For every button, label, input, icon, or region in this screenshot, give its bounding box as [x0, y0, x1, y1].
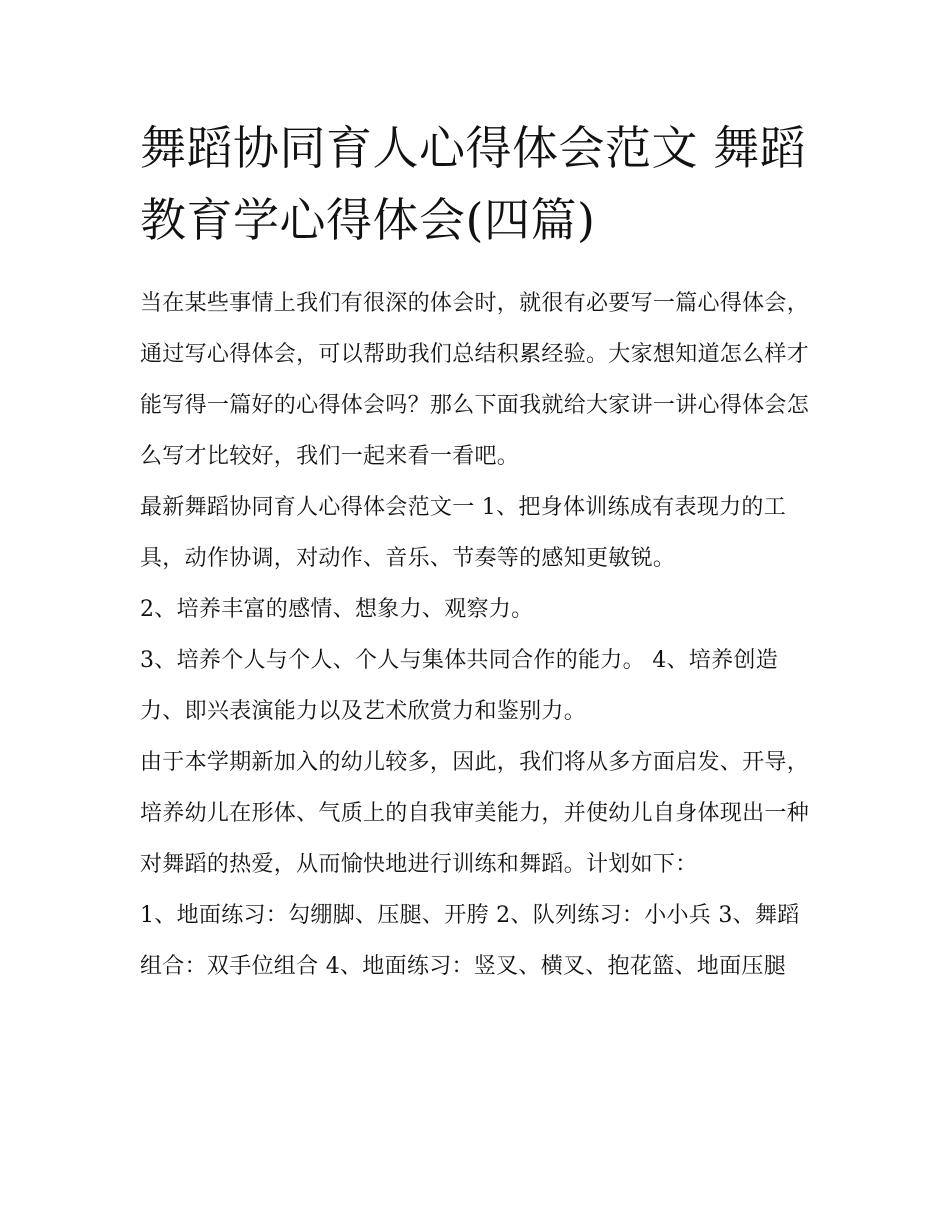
paragraph-item-3-4: 3、培养个人与个人、个人与集体共同合作的能力。 4、培养创造力、即兴表演能力以及艺术欣赏力和鉴别力。 [140, 648, 778, 724]
paragraph-plan: 由于本学期新加入的幼儿较多，因此，我们将从多方面启发、开导，培养幼儿在形体、气质上的自我审美能力，并使幼儿自身体现出一种对舞蹈的热爱，从而愉快地进行训练和舞蹈。计划如下： [140, 750, 810, 877]
paragraph-intro: 当在某些事情上我们有很深的体会时，就很有必要写一篇心得体会，通过写心得体会，可以帮助我们总结积累经验。大家想知道怎么样才能写得一篇好的心得体会吗？那么下面我就给大家讲一讲心得体会怎么写才比较好，我们一起来看一看吧。 [140, 291, 810, 469]
paragraph-exercises: 1、地面练习：勾绷脚、压腿、开胯 2、队列练习：小小兵 3、舞蹈组合：双手位组合 4、地面练习：竖叉、横叉、抱花篮、地面压腿 [140, 903, 800, 979]
paragraph-item-1: 最新舞蹈协同育人心得体会范文一 1、把身体训练成有表现力的工具，动作协调，对动作、音乐、节奏等的感知更敏锐。 [140, 495, 786, 571]
document-body [140, 112, 820, 992]
paragraph-item-2: 2、培养丰富的感情、想象力、观察力。 [140, 597, 534, 622]
document-title: 舞蹈协同育人心得体会范文 舞蹈教育学心得体会(四篇) [140, 121, 807, 247]
